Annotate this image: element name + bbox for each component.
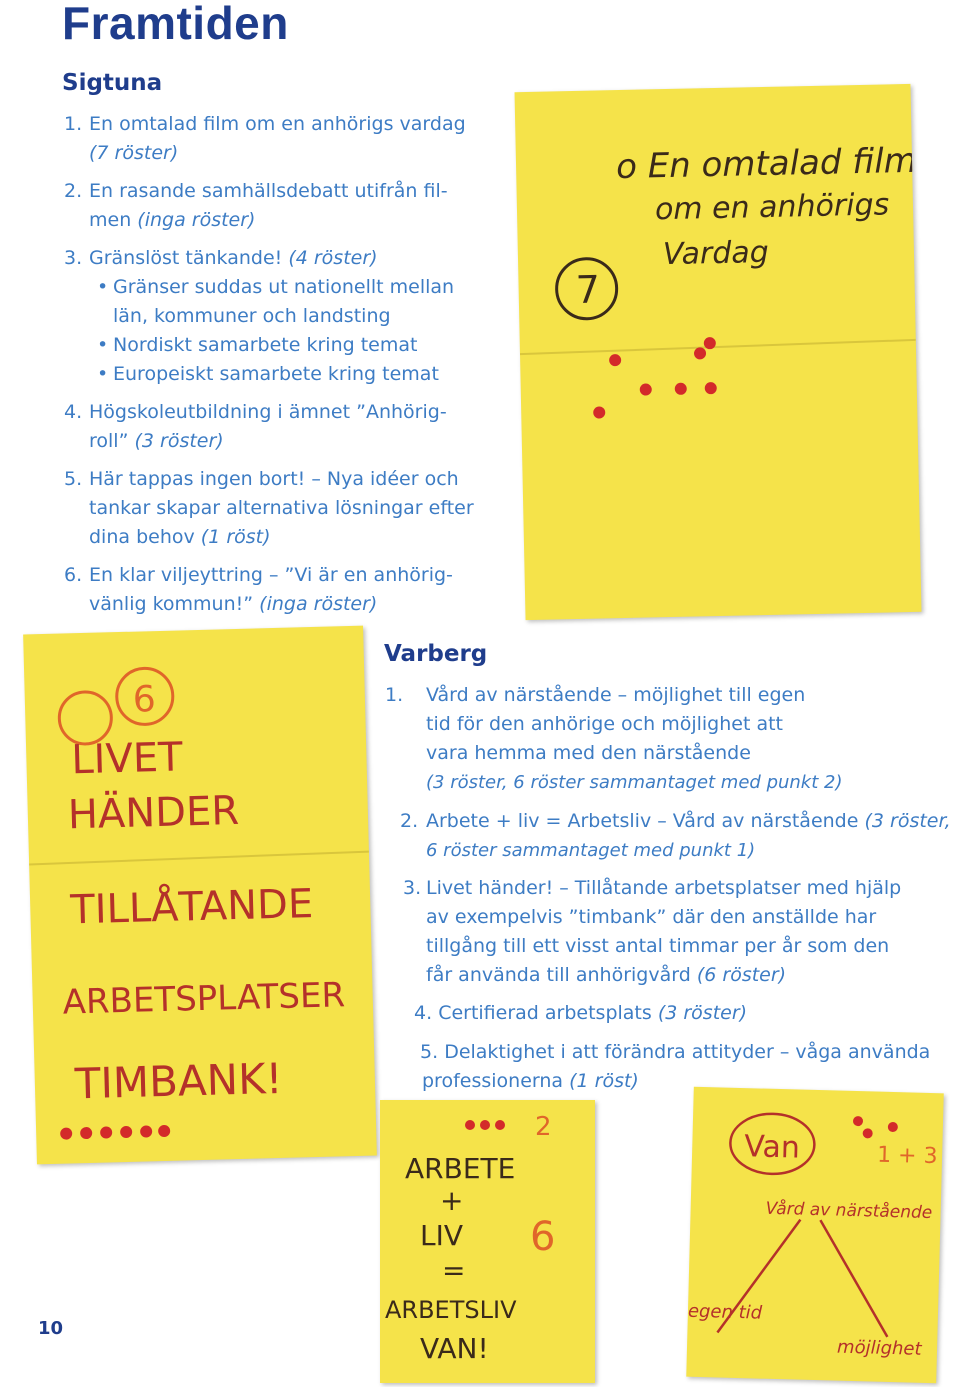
varberg-item-1-votes: (3 röster, 6 röster sammantaget med punkt 2) xyxy=(426,772,843,793)
varberg-item-2-text: Arbete + liv = Arbetsliv – Vård av närstående xyxy=(426,810,859,832)
sigtuna-heading: Sigtuna xyxy=(62,70,163,96)
note-arbete-handwriting xyxy=(380,1100,595,1383)
note-van-num: 1 + 3 xyxy=(876,1142,938,1170)
note-van-title: Van xyxy=(743,1129,801,1166)
vote-dot xyxy=(158,1125,170,1137)
sigtuna-item-2-text-2: men xyxy=(89,209,132,231)
vote-dot xyxy=(100,1126,112,1138)
vote-dot xyxy=(609,354,621,366)
note-arbete-line-4: = xyxy=(442,1254,466,1287)
varberg-item-2-number: 2. xyxy=(400,810,419,832)
sigtuna-item-2-number: 2. xyxy=(64,180,83,202)
vote-dot xyxy=(888,1122,898,1132)
note-arbete-num-top: 2 xyxy=(535,1112,552,1142)
varberg-item-1-text: Vård av närstående – möjlighet till egen xyxy=(426,684,806,706)
sigtuna-item-2-votes: (inga röster) xyxy=(137,209,256,231)
varberg-item-1-text-3: vara hemma med den närstående xyxy=(426,742,751,764)
page-number: 10 xyxy=(38,1318,64,1339)
sigtuna-item-5-text: Här tappas ingen bort! – Nya idéer och xyxy=(89,468,459,490)
varberg-heading: Varberg xyxy=(384,641,488,667)
sigtuna-item-6-number: 6. xyxy=(64,564,83,586)
note-livet-line-5: TIMBANK! xyxy=(74,1053,284,1109)
varberg-item-2-votes-a: (3 röster, xyxy=(864,810,951,832)
varberg-item-4-votes: (3 röster) xyxy=(657,1002,748,1024)
note-film-line-3: Vardag xyxy=(662,234,770,273)
page-title: Framtiden xyxy=(62,0,289,49)
vote-dot xyxy=(120,1126,132,1138)
vote-dot xyxy=(593,406,605,418)
varberg-item-2-votes-b: 6 röster sammantaget med punkt 1) xyxy=(426,840,756,861)
note-arbete-line-3: LIV xyxy=(420,1219,464,1252)
sigtuna-item-1-text: En omtalad film om en anhörigs vardag xyxy=(89,113,466,135)
varberg-item-3-text-2: av exempelvis ”timbank” där den anställde har xyxy=(426,906,877,928)
note-film-handwriting xyxy=(515,84,922,620)
sigtuna-item-4-number: 4. xyxy=(64,401,83,423)
note-film-circle-number: 7 xyxy=(575,267,601,312)
note-livet-line-4: ARBETSPLATSER xyxy=(62,975,346,1023)
varberg-item-4-number: 4. xyxy=(414,1002,433,1024)
note-arbete-line-2: + xyxy=(440,1184,464,1217)
varberg-item-5-text-2: professionerna xyxy=(422,1070,564,1092)
vote-dot xyxy=(705,382,717,394)
varberg-item-1-text-2: tid för den anhörige och möjlighet att xyxy=(426,713,784,735)
sigtuna-bullet-3: • Europeiskt samarbete kring temat xyxy=(113,360,439,389)
vote-dot xyxy=(465,1120,475,1130)
vote-dot xyxy=(675,383,687,395)
note-livet-line-2: HÄNDER xyxy=(67,787,240,839)
note-van-line-right xyxy=(817,1220,890,1337)
vote-dot xyxy=(140,1125,152,1137)
varberg-item-4-text: Certifierad arbetsplats xyxy=(438,1002,652,1024)
varberg-item-3-votes: (6 röster) xyxy=(696,964,787,986)
note-livet-photo xyxy=(23,626,377,1165)
vote-dot xyxy=(853,1116,863,1126)
note-livet-handwriting xyxy=(23,626,377,1165)
varberg-item-3-text-4: får använda till anhörigvård xyxy=(426,964,691,986)
vote-dot xyxy=(863,1128,873,1138)
sigtuna-item-1-number: 1. xyxy=(64,113,83,135)
sigtuna-item-5-votes: (1 röst) xyxy=(200,526,271,548)
varberg-item-3-text: Livet händer! – Tillåtande arbetsplatser med hjälp xyxy=(426,877,902,899)
varberg-item-5-votes: (1 röst) xyxy=(569,1070,639,1092)
sigtuna-item-4-text-2: roll” xyxy=(89,430,129,452)
vote-dot xyxy=(495,1120,505,1130)
note-arbete-num-right: 6 xyxy=(530,1214,556,1260)
sigtuna-item-6-text: En klar viljeyttring – ”Vi är en anhörig- xyxy=(89,564,453,586)
sigtuna-item-3-number: 3. xyxy=(64,247,83,269)
sigtuna-bullet-1-cont: län, kommuner och landsting xyxy=(113,305,391,327)
vote-dot xyxy=(80,1127,92,1139)
sigtuna-bullet-2: • Nordiskt samarbete kring temat xyxy=(113,331,417,360)
vote-dot xyxy=(694,347,706,359)
note-arbete-line-6: VAN! xyxy=(420,1332,489,1365)
sigtuna-item-5-text-2: tankar skapar alternativa lösningar efter xyxy=(89,497,474,519)
sigtuna-item-4-text: Högskoleutbildning i ämnet ”Anhörig- xyxy=(89,401,447,423)
note-van-subtitle: Vård av närstående xyxy=(765,1198,933,1224)
varberg-item-5-number: 5. xyxy=(420,1041,439,1063)
sigtuna-item-3-votes: (4 röster) xyxy=(288,247,378,269)
vote-dot xyxy=(640,383,652,395)
note-van-right-label: möjlighet xyxy=(836,1336,922,1360)
sigtuna-item-5-text-3: dina behov xyxy=(89,526,195,548)
vote-dot xyxy=(60,1127,72,1139)
sigtuna-item-2-text: En rasande samhällsdebatt utifrån fil- xyxy=(89,180,448,202)
note-van-handwriting xyxy=(686,1087,944,1383)
note-van-photo xyxy=(686,1087,944,1383)
sigtuna-item-3-text: Gränslöst tänkande! xyxy=(89,247,283,269)
varberg-item-5-text: Delaktighet i att förändra attityder – våga använda xyxy=(444,1041,931,1063)
varberg-item-1-number: 1. xyxy=(385,684,404,706)
varberg-item-3-text-3: tillgång till ett visst antal timmar per år som den xyxy=(426,935,890,957)
note-livet-line-3: TILLÅTANDE xyxy=(69,881,314,934)
sigtuna-item-6-votes: (inga röster) xyxy=(259,593,378,615)
sigtuna-item-5-number: 5. xyxy=(64,468,83,490)
note-arbete-line-1: ARBETE xyxy=(405,1152,516,1185)
note-arbete-line-5: ARBETSLIV xyxy=(385,1296,517,1324)
note-film-line-2: om en anhörigs xyxy=(654,187,890,228)
note-livet-line-1: LIVET xyxy=(70,734,184,784)
sigtuna-item-6-text-2: vänlig kommun!” xyxy=(89,593,254,615)
note-livet-circle-number: 6 xyxy=(132,679,157,721)
vote-dot xyxy=(480,1120,490,1130)
note-van-left-label: egen tid xyxy=(687,1300,763,1324)
varberg-item-3-number: 3. xyxy=(403,877,422,899)
sigtuna-item-1-votes: (7 röster) xyxy=(89,142,179,164)
sigtuna-bullet-1: • Gränser suddas ut nationellt mellan xyxy=(113,273,454,302)
note-arbete-photo xyxy=(380,1100,595,1383)
note-film-photo xyxy=(515,84,922,620)
sigtuna-item-4-votes: (3 röster) xyxy=(134,430,224,452)
note-film-line-1: o En omtalad film xyxy=(615,140,918,188)
